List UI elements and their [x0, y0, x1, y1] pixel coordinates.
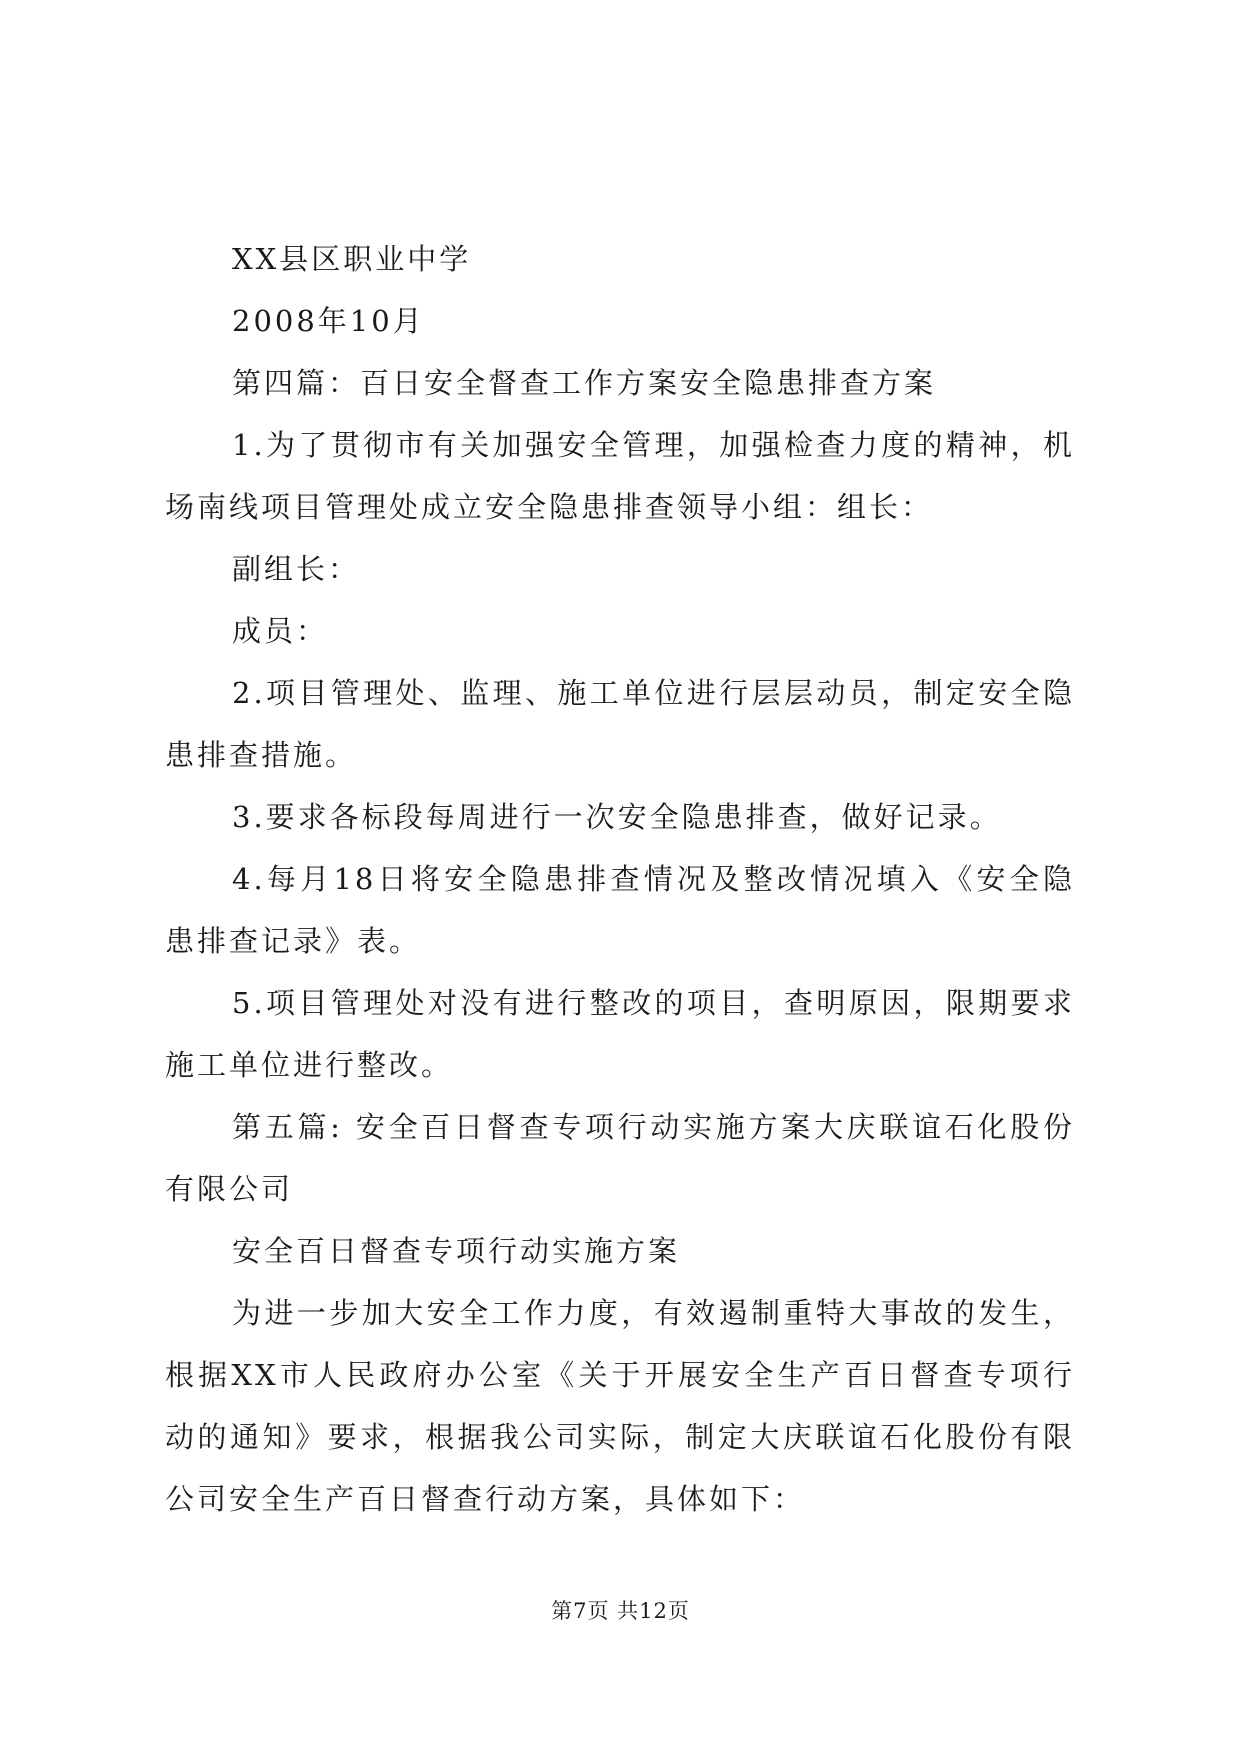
section-four-heading: 第四篇：百日安全督查工作方案安全隐患排查方案 — [232, 366, 937, 400]
item-2-paragraph: 2.项目管理处、监理、施工单位进行层层动员，制定安全隐患排查措施。 — [165, 676, 1075, 772]
plan-title-line: 安全百日督查专项行动实施方案 — [232, 1234, 681, 1268]
item-5-paragraph: 5.项目管理处对没有进行整改的项目，查明原因，限期要求施工单位进行整改。 — [165, 986, 1075, 1082]
plan-intro-paragraph: 为进一步加大安全工作力度，有效遏制重特大事故的发生，根据XX市人民政府办公室《关于开展安全生产百日督查专项行动的通知》要求，根据我公司实际，制定大庆联谊石化股份有限公司安全生产百日督查行动方案，具体如下： — [165, 1296, 1075, 1516]
document-body — [165, 228, 1075, 1530]
deputy-leader-line: 副组长： — [232, 552, 361, 586]
members-line: 成员： — [232, 614, 329, 648]
school-name-line: XX县区职业中学 — [232, 242, 472, 276]
item-3-paragraph: 3.要求各标段每周进行一次安全隐患排查，做好记录。 — [232, 800, 1002, 834]
item-1-paragraph: 1.为了贯彻市有关加强安全管理，加强检查力度的精神，机场南线项目管理处成立安全隐患排查领导小组：组长： — [165, 428, 1075, 524]
section-five-heading: 第五篇: 安全百日督查专项行动实施方案大庆联谊石化股份有限公司 — [165, 1110, 1075, 1206]
date-line: 2008年10月 — [232, 304, 425, 338]
page-number-footer: 第7页 共12页 — [551, 1599, 690, 1623]
item-4-paragraph: 4.每月18日将安全隐患排查情况及整改情况填入《安全隐患排查记录》表。 — [165, 862, 1075, 958]
